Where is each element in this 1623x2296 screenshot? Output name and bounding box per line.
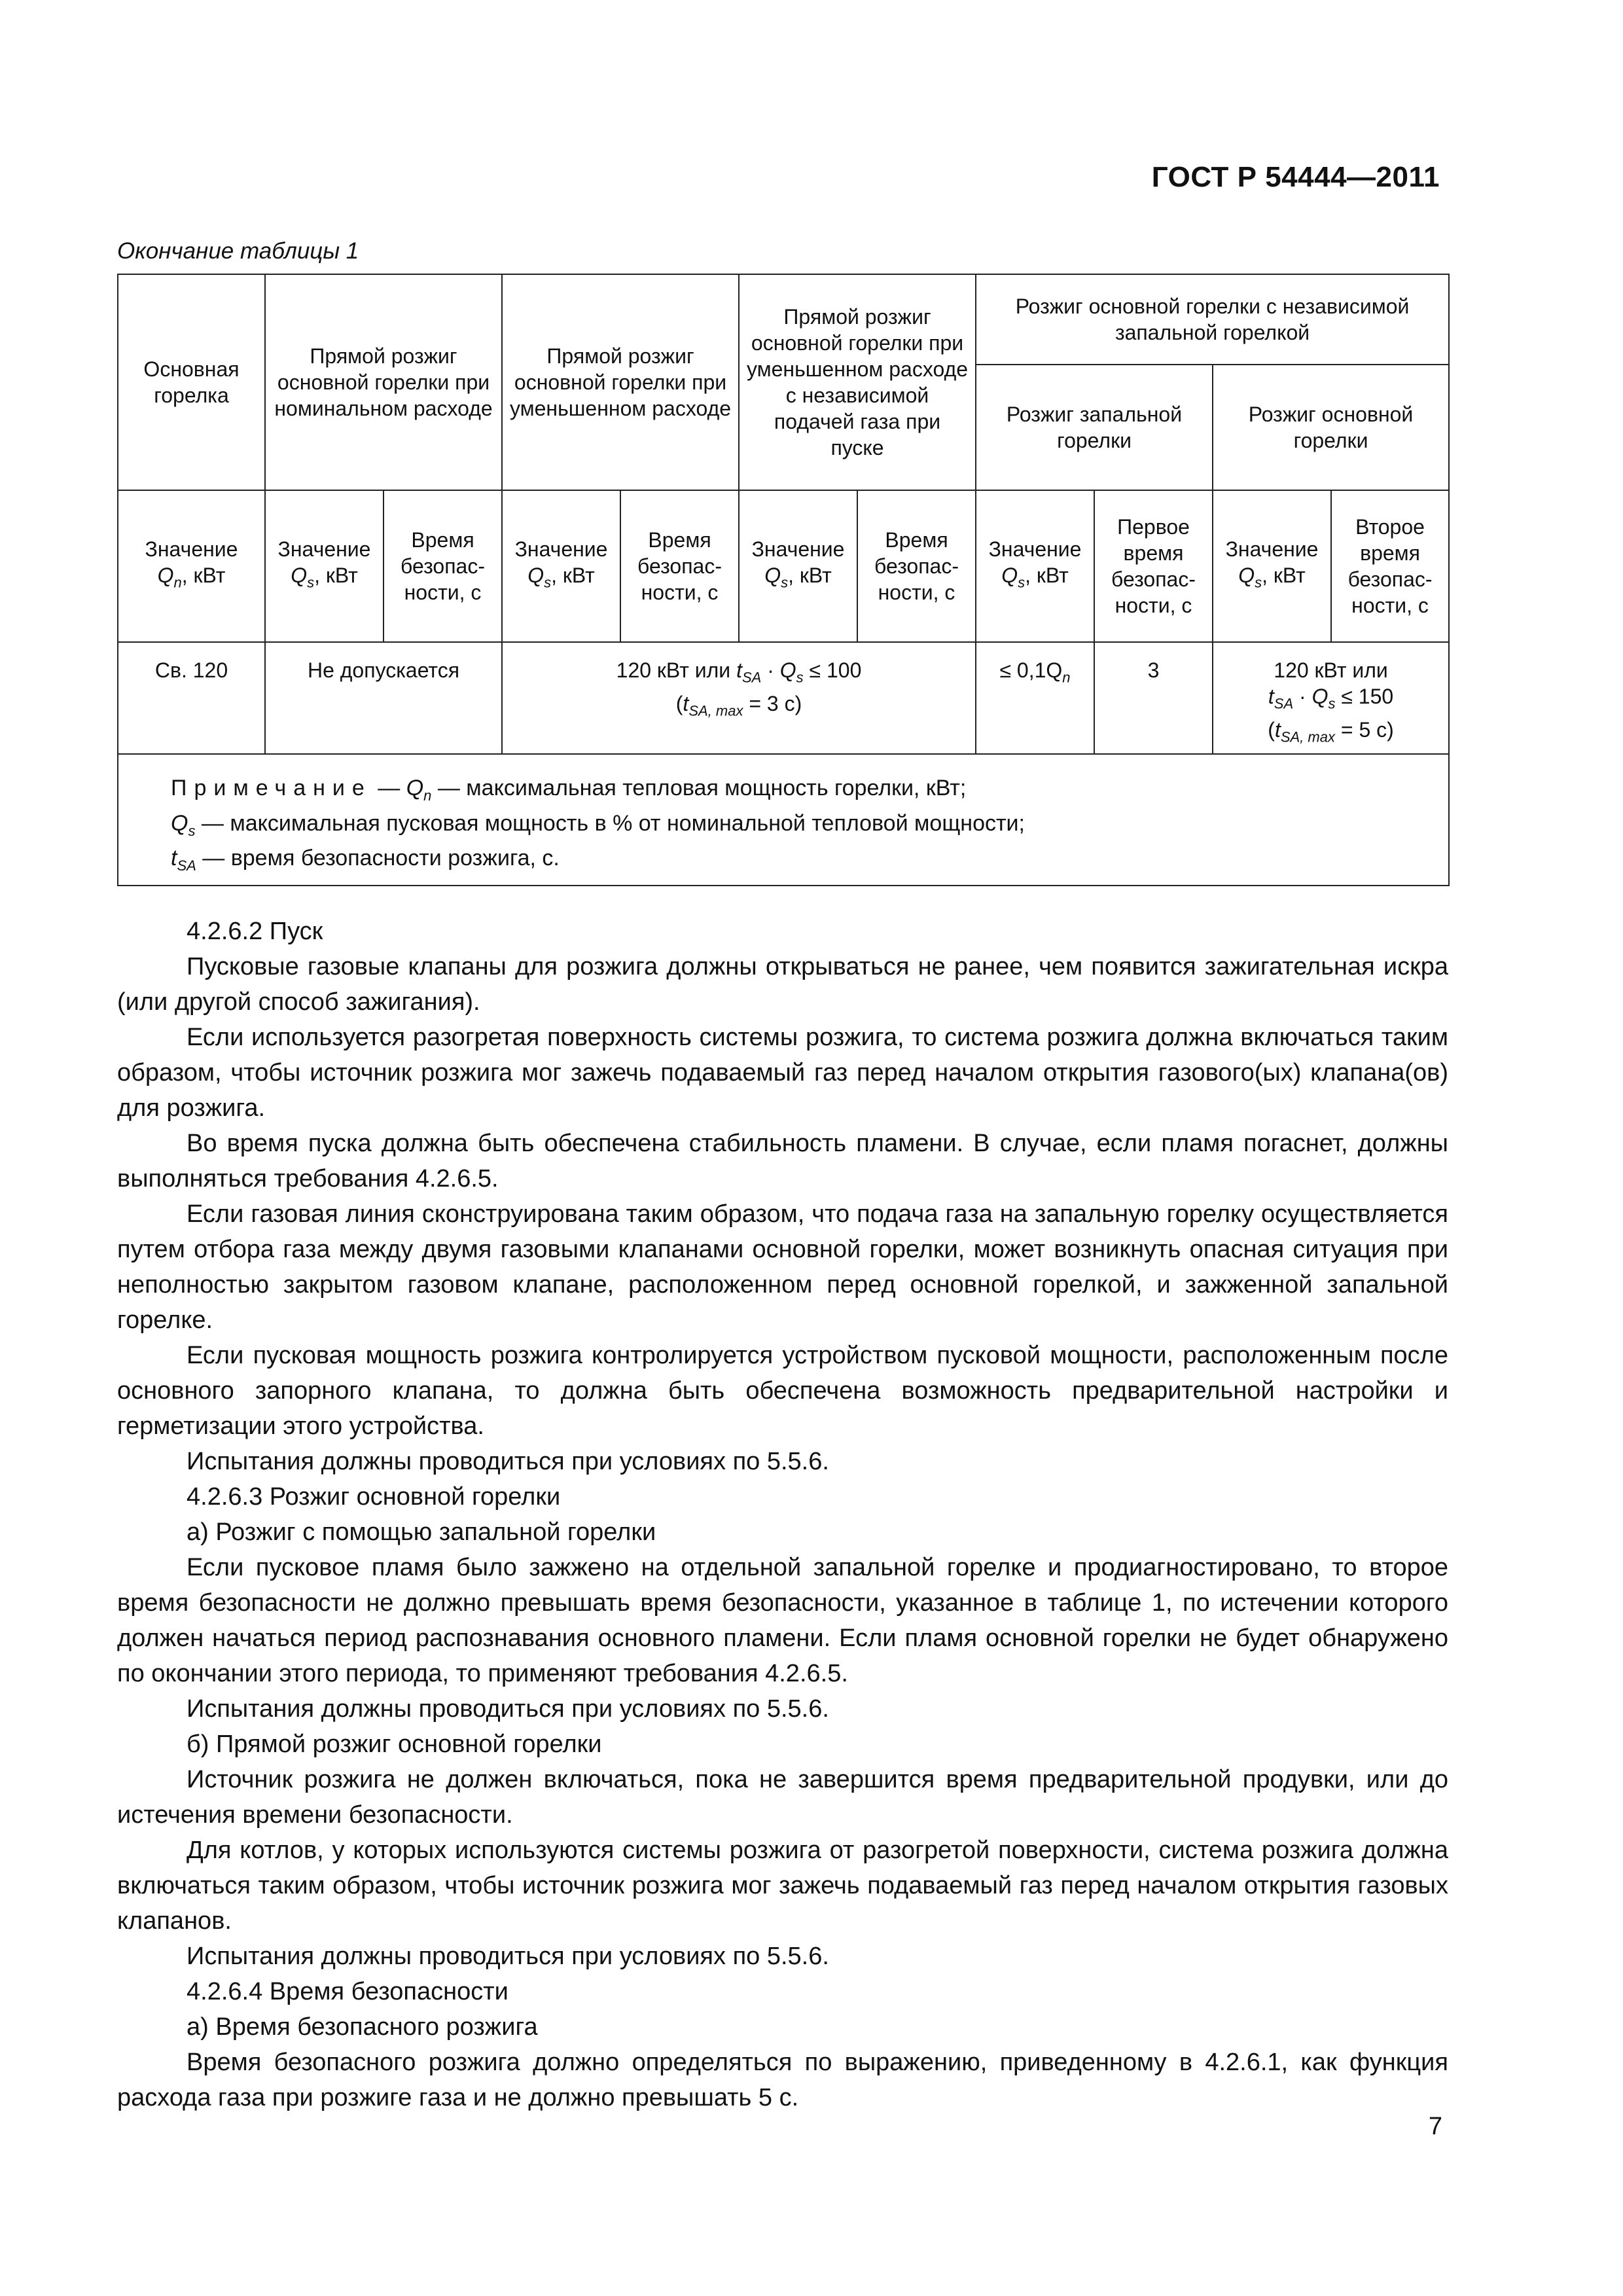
- header-independent-pilot: Розжиг основной горелки с независимой запальной горелкой: [976, 274, 1449, 365]
- paragraph: 4.2.6.3 Розжиг основной горелки: [187, 1483, 561, 1511]
- document-code: ГОСТ Р 54444—2011: [1151, 161, 1440, 193]
- subheader-value-qs: Значение $Q_s$, кВт: [502, 490, 620, 642]
- paragraph: Испытания должны проводиться при условиях по 5.5.6.: [187, 1695, 829, 1723]
- subheader-value-qs: Значение $Q_s$, кВт: [739, 490, 857, 642]
- paragraph: а) Розжиг с помощью запальной горелки: [187, 1518, 656, 1546]
- cell-main-ignition: 120 кВт или $t_{SA} \cdot Q_s \le 150$ ($t_{SA, max} = 5$ с): [1213, 642, 1449, 754]
- table-caption: Окончание таблицы 1: [117, 238, 359, 264]
- subheader-value-qn: Значение $Q_n$, кВт: [118, 490, 265, 642]
- paragraph: б) Прямой розжиг основной горелки: [187, 1731, 602, 1758]
- subheader-value-qs: Значение $Q_s$, кВт: [265, 490, 383, 642]
- header-main-ignition: Розжиг основной горелки: [1213, 365, 1449, 490]
- paragraph: Если пусковая мощность розжига контролируется устройством пусковой мощности, расположенным после основного запорного клапана, то должна быть обеспечена возможность предварительной настройки и герметизации этого устройства.: [117, 1342, 1448, 1440]
- subheader-safety-time: Время безопас-ности, с: [383, 490, 502, 642]
- table-1: [117, 274, 1450, 886]
- paragraph: Если пусковое пламя было зажжено на отдельной запальной горелке и продиагностировано, то второе время безопасности не должно превышать время безопасности, указанное в таблице 1, по истечении которого должен начаться период распознавания основного пламени. Если пламя основной горелки не будет обнаружено по окончании этого периода, то применяют требования 4.2.6.5.: [117, 1554, 1448, 1687]
- paragraph: 4.2.6.4 Время безопасности: [187, 1978, 508, 2005]
- cell-pilot-value: ≤ $0,1Q_n$: [976, 642, 1094, 754]
- subheader-first-safety-time: Первое время безопас-ности, с: [1094, 490, 1213, 642]
- cell-direct-nominal: Не допускается: [265, 642, 502, 754]
- header-direct-reduced-independent: Прямой розжиг основной горелки при уменьшенном расходе с независимой подачей газа при пуске: [739, 274, 976, 490]
- paragraph: Время безопасного розжига должно определяться по выражению, приведенному в 4.2.6.1, как функция расхода газа при розжиге газа и не должно превышать 5 с.: [117, 2049, 1448, 2111]
- body-text: [117, 914, 1448, 2115]
- paragraph: Испытания должны проводиться при условиях по 5.5.6.: [187, 1448, 829, 1475]
- subheader-safety-time: Время безопас-ности, с: [857, 490, 976, 642]
- subheader-second-safety-time: Второе время безопас-ности, с: [1331, 490, 1449, 642]
- table-note: Примечание — $Q_n$ — максимальная тепловая мощность горелки, кВт; $Q_s$ — максимальная пусковая мощность в % от номинальной тепловой мощности; $t_{SA}$ — время безопасности розжига, с.: [118, 754, 1449, 886]
- paragraph: Испытания должны проводиться при условиях по 5.5.6.: [187, 1943, 829, 1970]
- header-direct-nominal: Прямой розжиг основной горелки при номинальном расходе: [265, 274, 502, 490]
- subheader-value-qs: Значение $Q_s$, кВт: [976, 490, 1094, 642]
- header-pilot-ignition: Розжиг запальной горелки: [976, 365, 1213, 490]
- header-main-burner: Основная горелка: [118, 274, 265, 490]
- note-label: Примечание: [171, 775, 372, 800]
- paragraph: а) Время безопасного розжига: [187, 2013, 538, 2041]
- paragraph: Если используется разогретая поверхность системы розжига, то система розжига должна включаться таким образом, чтобы источник розжига мог зажечь подаваемый газ перед началом открытия газового(ых) клапана(ов) для розжига.: [117, 1024, 1448, 1122]
- cell-main-burner: Св. 120: [118, 642, 265, 754]
- page-number: 7: [1428, 2113, 1442, 2140]
- paragraph: Для котлов, у которых используются системы розжига от разогретой поверхности, система розжига должна включаться таким образом, чтобы источник розжига мог зажечь подаваемый газ перед началом открытия газовых клапанов.: [117, 1837, 1448, 1935]
- cell-pilot-time: 3: [1094, 642, 1213, 754]
- subheader-safety-time: Время безопас-ности, с: [620, 490, 739, 642]
- paragraph: Источник розжига не должен включаться, пока не завершится время предварительной продувки, или до истечения времени безопасности.: [117, 1766, 1448, 1829]
- cell-direct-reduced: 120 кВт или $t_{SA} \cdot Q_s \le 100$ ($t_{SA, max} = 3$ с): [502, 642, 976, 754]
- paragraph: 4.2.6.2 Пуск: [187, 918, 323, 945]
- paragraph: Если газовая линия сконструирована таким образом, что подача газа на запальную горелку осуществляется путем отбора газа между двумя газовыми клапанами основной горелки, может возникнуть опасная ситуация при неполностью закрытом газовом клапане, расположенном перед основной горелкой, и зажженной запальной горелке.: [117, 1200, 1448, 1334]
- subheader-value-qs: Значение $Q_s$, кВт: [1213, 490, 1331, 642]
- header-direct-reduced: Прямой розжиг основной горелки при уменьшенном расходе: [502, 274, 739, 490]
- paragraph: Во время пуска должна быть обеспечена стабильность пламени. В случае, если пламя погаснет, должны выполняться требования 4.2.6.5.: [117, 1130, 1448, 1193]
- paragraph: Пусковые газовые клапаны для розжига должны открываться не ранее, чем появится зажигательная искра (или другой способ зажигания).: [117, 953, 1448, 1016]
